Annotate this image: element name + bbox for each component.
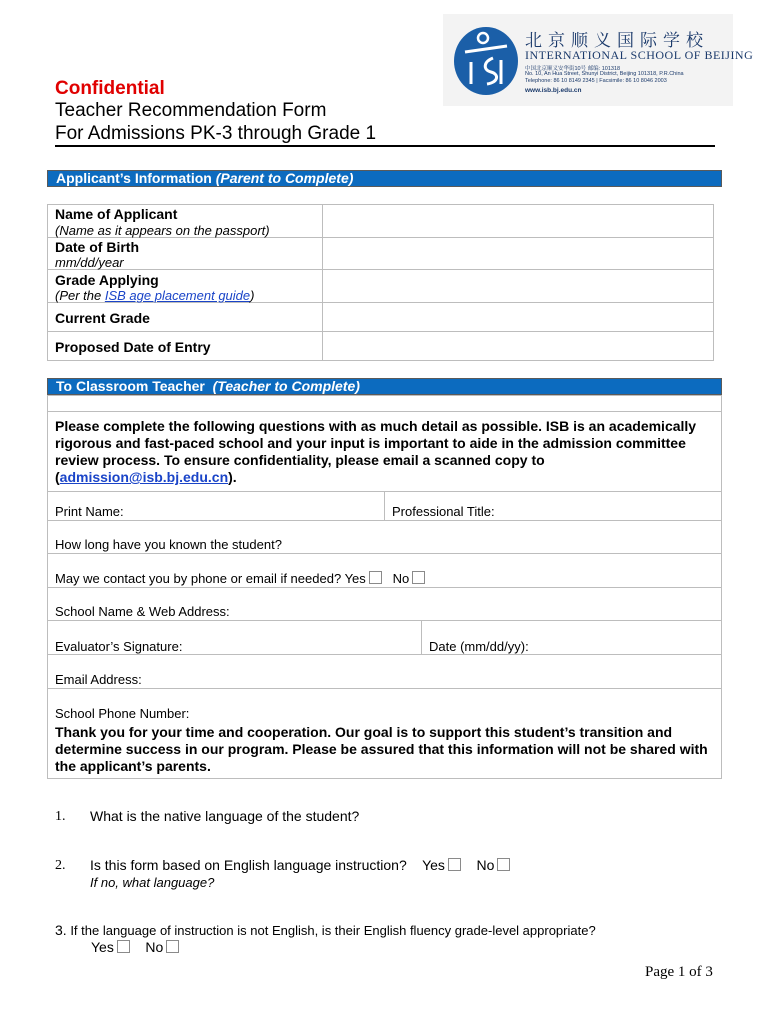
date-of-birth-label: Date of Birth — [55, 239, 139, 255]
contact-yes-checkbox[interactable] — [369, 571, 382, 584]
cell-divider — [384, 492, 385, 520]
question-2-no-checkbox[interactable] — [497, 858, 510, 871]
row-divider — [48, 520, 721, 521]
print-name-label: Print Name: — [55, 504, 124, 519]
school-address-english: No. 10, An Hua Street, Shunyi District, Beijing 101318, P.R.China — [525, 71, 684, 77]
school-name-web-label: School Name & Web Address: — [55, 604, 230, 619]
teacher-instructions — [55, 418, 710, 486]
school-name-chinese: 北京顺义国际学校 — [525, 31, 709, 51]
row-divider — [48, 553, 721, 554]
admission-email-link[interactable]: admission@isb.bj.edu.cn — [59, 469, 229, 485]
form-subtitle: For Admissions PK-3 through Grade 1 — [55, 123, 377, 144]
school-phone: Telephone: 86 10 8149 2345 | Facsimile: 86 10 8046 2003 — [525, 78, 667, 84]
date-label: Date (mm/dd/yy): — [429, 639, 529, 654]
question-3-yes-checkbox[interactable] — [117, 940, 130, 953]
row-divider — [48, 620, 721, 621]
row-divider — [48, 688, 721, 689]
date-of-birth-field[interactable] — [323, 238, 713, 269]
current-grade-field[interactable] — [323, 303, 713, 331]
cell-divider — [421, 621, 422, 654]
row-divider — [48, 654, 721, 655]
thank-you-note: Thank you for your time and cooperation. Our goal is to support this student’s transition and determine success in our program. Please be assured that this information will not be shared with the applicant’s parents. — [55, 724, 708, 774]
form-title: Teacher Recommendation Form — [55, 100, 327, 121]
question-2-text: Is this form based on English language instruction? — [90, 857, 407, 873]
teacher-section-title: To Classroom Teacher — [56, 378, 205, 394]
grade-applying-note — [55, 288, 254, 303]
isb-age-placement-guide-link[interactable]: ISB age placement guide — [104, 288, 251, 303]
row-divider — [48, 587, 721, 588]
question-1-number: 1. — [55, 809, 66, 824]
question-2-no-label: No — [476, 857, 495, 873]
row-divider — [48, 411, 721, 412]
proposed-date-of-entry-field[interactable] — [323, 332, 713, 360]
contact-question — [55, 571, 425, 586]
question-2-yes-checkbox[interactable] — [448, 858, 461, 871]
proposed-date-of-entry-label: Proposed Date of Entry — [55, 339, 211, 355]
title-divider — [55, 145, 715, 147]
teacher-section-note: (Teacher to Complete) — [212, 378, 360, 394]
question-3-text: If the language of instruction is not English, is their English fluency grade-level appropriate? — [70, 923, 596, 938]
school-phone-label: School Phone Number: — [55, 706, 190, 721]
instructions-text: Please complete the following questions with as much detail as possible. ISB is an academically rigorous and fast-paced school and your input is important to aide in the admission committee review process. To ensure confidentiality, please email a scanned copy to ( — [55, 418, 697, 485]
name-of-applicant-note: (Name as it appears on the passport) — [55, 223, 270, 238]
school-address-chinese: 中国北京顺义安华街10号 邮编: 101318 — [525, 66, 621, 72]
question-2-number: 2. — [55, 858, 66, 873]
school-name-english: INTERNATIONAL SCHOOL OF BEIJING — [525, 48, 754, 62]
question-3-yes-label: Yes — [91, 939, 114, 955]
how-long-known-label: How long have you known the student? — [55, 537, 282, 552]
question-3 — [55, 922, 596, 938]
question-2 — [90, 857, 510, 873]
contact-no-checkbox[interactable] — [412, 571, 425, 584]
grade-applying-field[interactable] — [323, 270, 713, 302]
applicant-section-header — [47, 170, 722, 187]
current-grade-label: Current Grade — [55, 310, 150, 326]
question-3-options — [91, 939, 179, 955]
date-of-birth-note: mm/dd/year — [55, 255, 124, 270]
question-2-yes-label: Yes — [422, 857, 445, 873]
school-website: www.isb.bj.edu.cn — [525, 87, 582, 94]
question-3-no-label: No — [145, 939, 164, 955]
name-of-applicant-field[interactable] — [323, 205, 713, 237]
name-of-applicant-label: Name of Applicant — [55, 206, 178, 222]
question-3-number: 3. — [55, 922, 67, 938]
email-address-label: Email Address: — [55, 672, 142, 687]
contact-question-text: May we contact you by phone or email if needed? — [55, 571, 342, 586]
page-number: Page 1 of 3 — [645, 964, 713, 980]
grade-note-prefix: (Per the — [55, 288, 105, 303]
grade-note-suffix: ) — [250, 288, 255, 303]
isb-logo-icon — [453, 26, 519, 96]
grade-applying-label: Grade Applying — [55, 272, 159, 288]
question-3-no-checkbox[interactable] — [166, 940, 179, 953]
instructions-end: ). — [228, 469, 237, 485]
teacher-section-header — [47, 378, 722, 395]
applicant-section-title: Applicant’s Information — [56, 170, 212, 186]
question-1-text: What is the native language of the student? — [90, 808, 360, 824]
question-2-note: If no, what language? — [90, 875, 215, 890]
contact-yes-label: Yes — [344, 571, 366, 586]
applicant-section-note: (Parent to Complete) — [215, 170, 354, 186]
evaluator-signature-label: Evaluator’s Signature: — [55, 639, 183, 654]
confidential-label: Confidential — [55, 78, 165, 99]
professional-title-label: Professional Title: — [392, 504, 495, 519]
contact-no-label: No — [392, 571, 410, 586]
